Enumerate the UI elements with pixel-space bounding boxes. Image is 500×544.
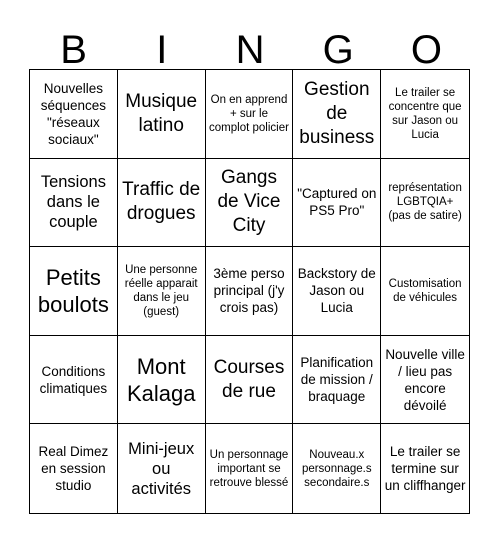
cell-text: Musique latino bbox=[125, 90, 198, 136]
cell-text: Backstory de Jason ou Lucia bbox=[297, 266, 376, 316]
bingo-cell[interactable] bbox=[206, 336, 294, 425]
bingo-cell[interactable] bbox=[206, 159, 294, 248]
bingo-cell[interactable] bbox=[206, 247, 294, 336]
cell-text: Gangs de Vice City bbox=[217, 167, 281, 237]
bingo-grid bbox=[29, 69, 470, 514]
bingo-cell[interactable] bbox=[293, 424, 381, 513]
cell-text: "Captured on PS5 Pro" bbox=[297, 186, 377, 219]
bingo-cell[interactable] bbox=[30, 247, 118, 336]
cell-text: Mont Kalaga bbox=[126, 353, 196, 406]
bingo-cell[interactable] bbox=[381, 247, 469, 336]
cell-text: Un personnage important se retrouve blessé bbox=[209, 448, 289, 489]
bingo-cell[interactable] bbox=[206, 70, 294, 159]
bingo-cell[interactable] bbox=[118, 70, 206, 159]
cell-text: Conditions climatiques bbox=[39, 363, 108, 396]
bingo-cell[interactable] bbox=[30, 70, 118, 159]
bingo-cell[interactable] bbox=[381, 70, 469, 159]
bingo-cell[interactable] bbox=[293, 336, 381, 425]
header-letter-b: B bbox=[60, 28, 88, 72]
cell-text: 3ème perso principal (j'y crois pas) bbox=[213, 266, 285, 316]
header-letter-n: N bbox=[235, 28, 266, 72]
cell-text: Traffic de drogues bbox=[122, 179, 201, 225]
cell-text: Real Dimez en session studio bbox=[38, 444, 109, 494]
bingo-cell[interactable] bbox=[381, 424, 469, 513]
bingo-cell[interactable] bbox=[118, 247, 206, 336]
cell-text: Planification de mission / braquage bbox=[300, 355, 374, 405]
bingo-cell[interactable] bbox=[30, 424, 118, 513]
cell-text: Nouvelles séquences "réseaux sociaux" bbox=[40, 80, 107, 147]
cell-text: Nouvelle ville / lieu pas encore dévoilé bbox=[385, 346, 465, 413]
bingo-cell[interactable] bbox=[293, 247, 381, 336]
cell-text: Petits boulots bbox=[37, 264, 109, 317]
bingo-cell[interactable] bbox=[206, 424, 294, 513]
cell-text: Tensions dans le couple bbox=[40, 173, 106, 232]
bingo-cell[interactable] bbox=[381, 159, 469, 248]
cell-text: Customisation de véhicules bbox=[388, 277, 462, 304]
header-letter-i: I bbox=[156, 28, 169, 72]
bingo-cell[interactable] bbox=[30, 159, 118, 248]
bingo-cell[interactable] bbox=[118, 159, 206, 248]
cell-text: Le trailer se concentre que sur Jason ou Lucia bbox=[388, 86, 462, 141]
bingo-cell[interactable] bbox=[293, 159, 381, 248]
bingo-cell[interactable] bbox=[30, 336, 118, 425]
header-letter-g: G bbox=[322, 28, 355, 72]
cell-text: Le trailer se termine sur un cliffhanger bbox=[384, 444, 466, 494]
cell-text: Courses de rue bbox=[213, 356, 285, 402]
header-letter-o: O bbox=[410, 28, 443, 72]
cell-text: Gestion de business bbox=[299, 78, 375, 148]
bingo-cell[interactable] bbox=[381, 336, 469, 425]
cell-text: Mini-jeux ou activités bbox=[128, 439, 195, 498]
cell-text: On en apprend + sur le complot policier bbox=[209, 93, 289, 134]
bingo-cell[interactable] bbox=[118, 424, 206, 513]
bingo-cell[interactable] bbox=[118, 336, 206, 425]
cell-text: Une personne réelle apparait dans le jeu (guest) bbox=[124, 263, 198, 318]
cell-text: Nouveau.x personnage.s secondaire.s bbox=[301, 448, 372, 489]
cell-text: représentation LGBTQIA+ (pas de satire) bbox=[388, 182, 462, 223]
bingo-header bbox=[30, 28, 471, 72]
bingo-cell[interactable] bbox=[293, 70, 381, 159]
